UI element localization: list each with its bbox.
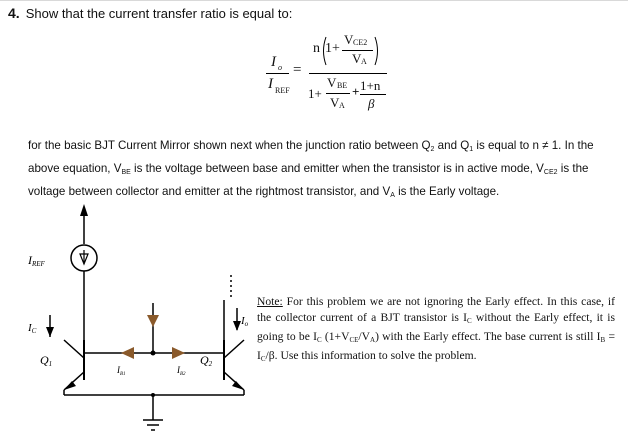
io-label: Io xyxy=(241,315,249,328)
equals-sign: = xyxy=(293,62,302,78)
num-right-paren xyxy=(373,36,381,66)
supply-arrowhead xyxy=(80,204,88,216)
q1-label: Q1 xyxy=(40,353,53,368)
den-one-plus: 1+ xyxy=(308,86,322,101)
main-fraction-bar xyxy=(309,73,387,74)
q1-emitter-arrowhead xyxy=(64,381,76,390)
junction-dot xyxy=(151,351,156,356)
paragraph-line-3: voltage between collector and emitter at the rightmost transistor, and $V_A$ is the Early voltage. xyxy=(28,185,500,199)
paragraph-line-1: for the basic BJT Current Mirror shown next when the junction ratio between $Q_2$ and $Q_1$ is equal to n ≠ 1. In the xyxy=(28,139,594,153)
ib1-label: $I_{B1}$ xyxy=(117,365,126,377)
q2-collector-lead xyxy=(224,340,244,358)
iref-label: IREF xyxy=(28,253,45,268)
num-vce: V CE2 xyxy=(344,32,368,47)
num-va: V A xyxy=(352,51,367,66)
num-one-plus: 1+ xyxy=(325,41,340,56)
q1-collector-lead xyxy=(64,340,84,358)
lhs-io: I o xyxy=(271,54,282,72)
question-prompt: Show that the current transfer ratio is equal to: xyxy=(25,6,293,21)
den-one-plus-n: 1+n xyxy=(360,78,381,93)
description-paragraph xyxy=(28,136,624,205)
current-mirror-circuit xyxy=(0,200,250,439)
num-n: n xyxy=(313,41,320,56)
q2-label: Q2 xyxy=(200,353,213,368)
den-beta-fraction-bar xyxy=(360,94,386,95)
den-vbe: V BE xyxy=(327,75,348,90)
ib2-label: $I_{B2}$ xyxy=(177,365,186,377)
question-number: 4. xyxy=(8,5,20,21)
ib2-arrowhead xyxy=(172,347,185,359)
q2-emitter-arrowhead xyxy=(232,381,244,390)
early-effect-note: Note: For this problem we are not ignoring the Early effect. In this case, if the collector current of a BJT transistor is $I_C$ without the Early effect, it is going to be $I_C$ $(1+V_{CE}/V_A)$ with the Early effect. The base current is still $I_B = I_C/\beta$. Use this information to solve the problem. xyxy=(257,295,616,363)
den-va: V A xyxy=(330,95,345,110)
lhs-fraction-bar xyxy=(266,73,289,74)
den-beta: β xyxy=(368,96,375,111)
note-heading: Note: xyxy=(257,295,283,308)
lhs-iref: I REF xyxy=(268,76,290,95)
bias-arrowhead xyxy=(147,315,159,327)
den-plus: + xyxy=(352,84,360,99)
paragraph-line-2: above equation, $V_{BE}$ is the voltage between base and emitter when the transistor is in active mode, $V_{CE2}$ is the xyxy=(28,162,589,176)
ib1-arrowhead xyxy=(121,347,134,359)
io-arrowhead xyxy=(233,321,241,331)
ic-arrowhead xyxy=(46,327,54,337)
den-vbe-fraction-bar xyxy=(326,93,350,94)
ground-junction-dot xyxy=(151,393,155,397)
current-ratio-equation xyxy=(0,0,628,130)
ic-label: IC xyxy=(28,322,37,335)
